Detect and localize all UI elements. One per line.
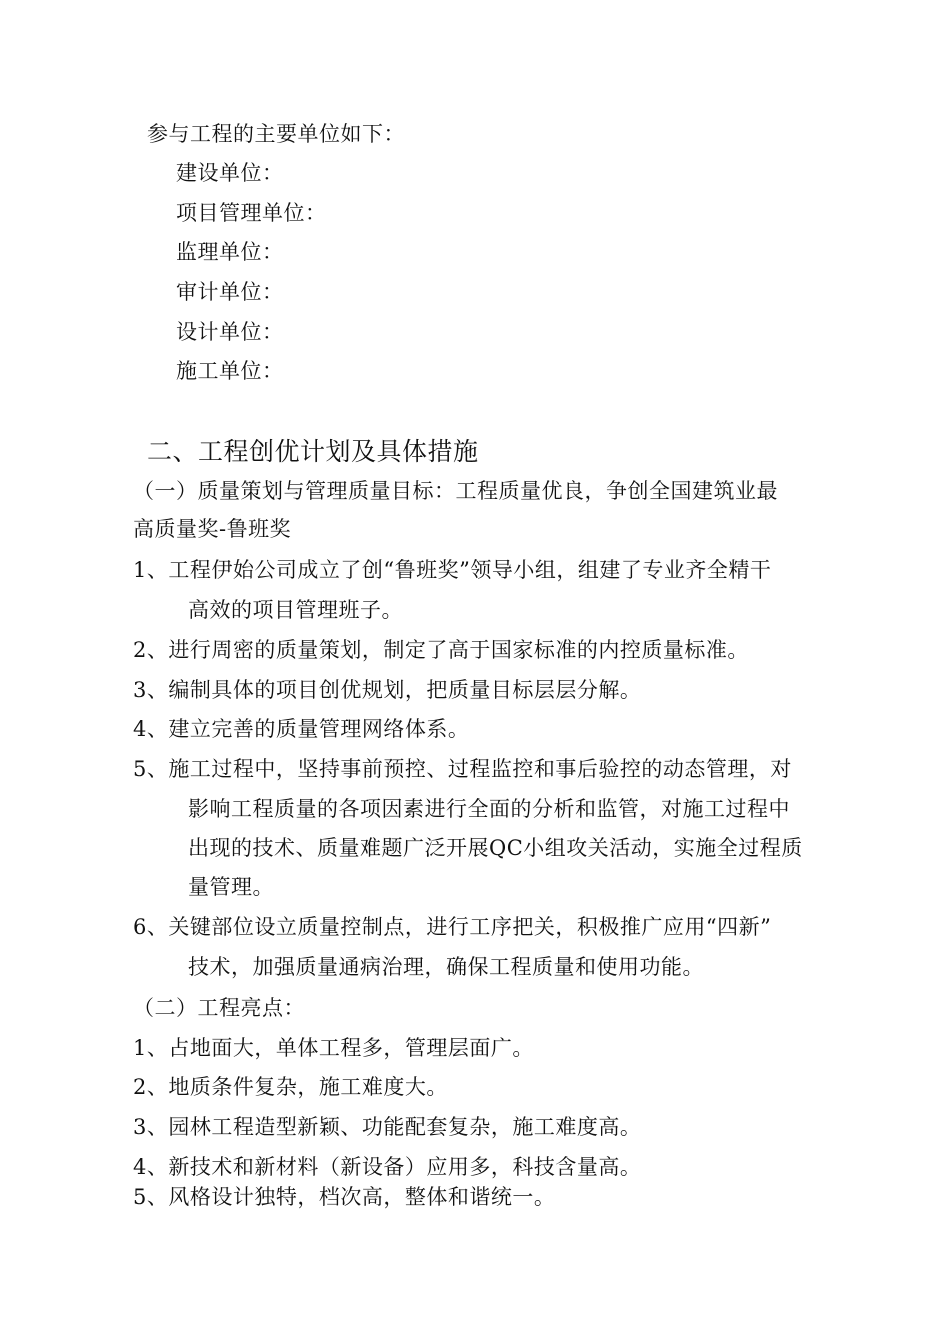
measure-1-line-2: 高效的项目管理班子。: [188, 598, 403, 622]
unit-supervision: 监理单位：: [176, 240, 284, 264]
section-title: 二、工程创优计划及具体措施: [147, 437, 479, 466]
measure-5-line-3: 出现的技术、质量难题广泛开展QC小组攻关活动，实施全过程质: [188, 836, 803, 860]
highlight-5: 5、风格设计独特，档次高，整体和谐统一。: [133, 1185, 556, 1209]
highlight-1: 1、占地面大，单体工程多，管理层面广。: [133, 1036, 534, 1060]
highlight-3: 3、园林工程造型新颖、功能配套复杂，施工难度高。: [133, 1115, 642, 1139]
measure-2: 2、进行周密的质量策划，制定了高于国家标准的内控质量标准。: [133, 638, 749, 662]
highlight-4: 4、新技术和新材料（新设备）应用多，科技含量高。: [133, 1155, 642, 1179]
measure-3: 3、编制具体的项目创优规划，把质量目标层层分解。: [133, 678, 642, 702]
measure-5-line-2: 影响工程质量的各项因素进行全面的分析和监管，对施工过程中: [188, 797, 790, 821]
highlights-title: （二）工程亮点：: [133, 996, 305, 1020]
measure-5-line-4: 量管理。: [188, 875, 274, 899]
unit-construction-owner: 建设单位：: [176, 161, 284, 185]
measure-6-line-2: 技术，加强质量通病治理，确保工程质量和使用功能。: [188, 955, 704, 979]
measure-4: 4、建立完善的质量管理网络体系。: [133, 717, 470, 741]
units-intro: 参与工程的主要单位如下：: [147, 122, 405, 146]
measure-6-line-1: 6、关键部位设立质量控制点，进行工序把关，积极推广应用“四新”: [133, 915, 772, 939]
measure-5-line-1: 5、施工过程中，坚持事前预控、过程监控和事后验控的动态管理，对: [133, 757, 792, 781]
unit-contractor: 施工单位：: [176, 359, 284, 383]
unit-audit: 审计单位：: [176, 280, 284, 304]
quality-goal-line-1: （一）质量策划与管理质量目标：工程质量优良，争创全国建筑业最: [133, 479, 778, 503]
measure-1-line-1: 1、工程伊始公司成立了创“鲁班奖”领导小组，组建了专业齐全精干: [133, 558, 772, 582]
quality-goal-line-2: 高质量奖-鲁班奖: [133, 517, 292, 541]
highlight-2: 2、地质条件复杂，施工难度大。: [133, 1075, 448, 1099]
unit-project-management: 项目管理单位：: [176, 201, 327, 225]
unit-design: 设计单位：: [176, 320, 284, 344]
